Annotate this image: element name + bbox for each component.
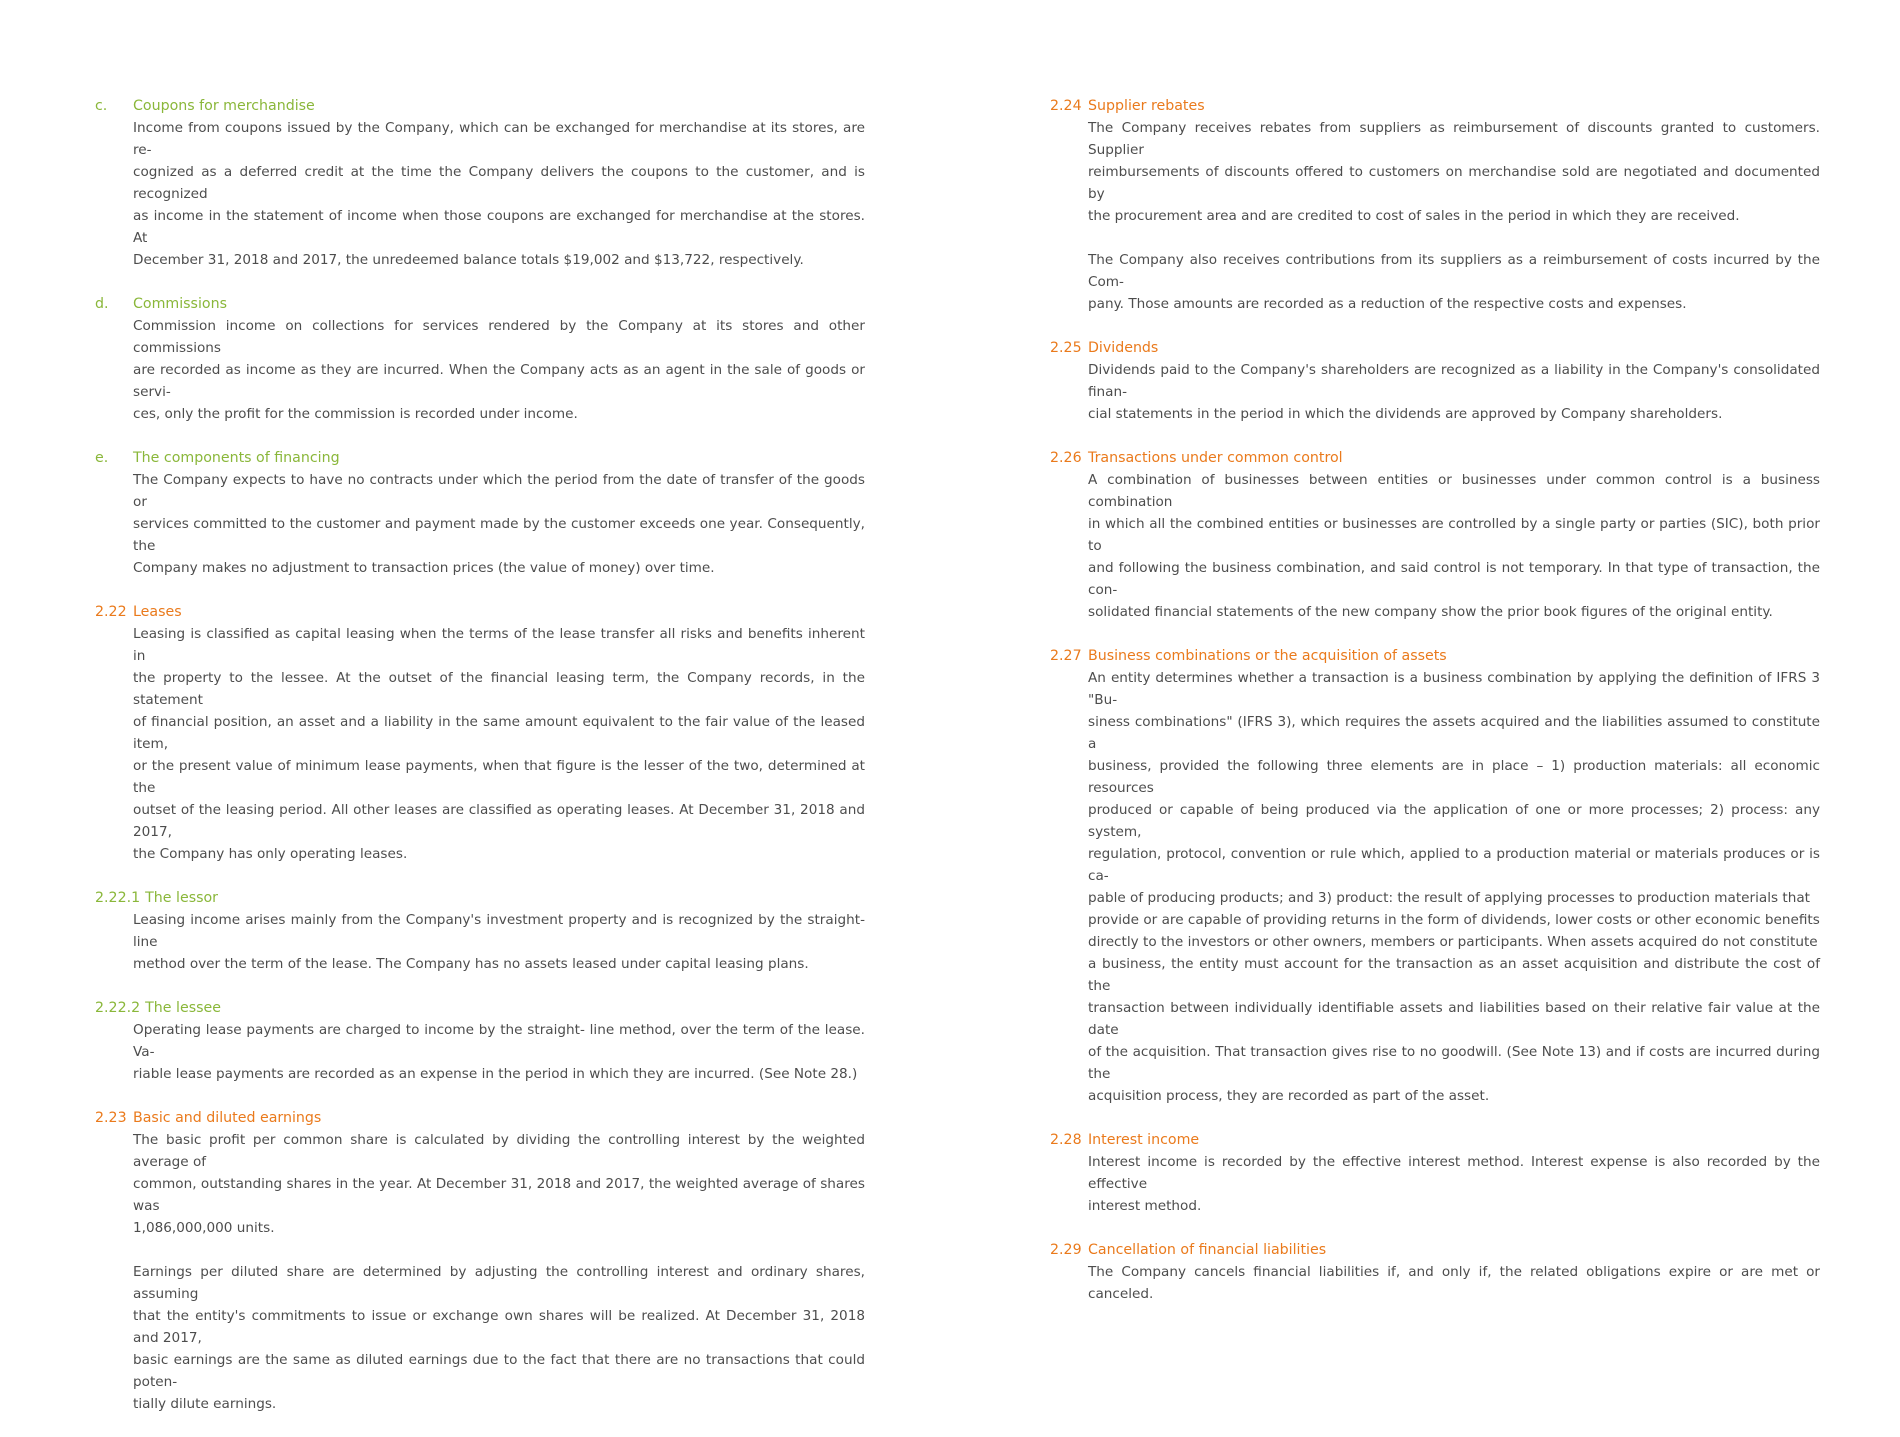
section-heading: [95, 447, 865, 469]
section-number: 2.26: [1050, 450, 1082, 466]
section-title: Interest income: [1088, 1132, 1200, 1148]
section-lessor: [95, 887, 865, 975]
section-number: 2.24: [1050, 98, 1082, 114]
section-paragraph: Income from coupons issued by the Company, which can be exchanged for merchandise at its stores, are re- cognized as a deferred credit at the time the Company delivers the coupons to the customer, and is recognized as income in the statement of income when those coupons are exchanged for merchandise at the stores. At December 31, 2018 and 2017, the unredeemed balance totals $19,002 and $13,722, respectively.: [133, 120, 865, 268]
section-supplier-rebates: [1050, 95, 1820, 315]
section-coupons: [95, 95, 865, 271]
section-heading: [95, 1107, 865, 1129]
section-business-combinations: [1050, 645, 1820, 1107]
section-number: 2.25: [1050, 340, 1082, 356]
section-paragraph: The Company expects to have no contracts under which the period from the date of transfer of the goods or services committed to the customer and payment made by the customer exceeds one year. Consequently, the Company makes no adjustment to transaction prices (the value of money) over time.: [133, 472, 865, 576]
section-number: c.: [95, 98, 108, 114]
section-paragraph: An entity determines whether a transaction is a business combination by applying the definition of IFRS 3 "Bu- siness combinations" (IFRS 3), which requires the assets acquired and the liabilities assumed to constitute a business, provided the following three elements are in place – 1) production materials: all economic resources produced or capable of being produced via the application of one or more processes; 2) process: any system, regulation, protocol, convention or rule which, applied to a production material or materials produces or is ca- pable of producing products; and 3) product: the result of applying processes to production materials that provide or are capable of providing returns in the form of dividends, lower costs or other economic benefits directly to the investors or other owners, members or participants. When assets acquired do not constitute a business, the entity must account for the transaction as an asset acquisition and distribute the cost of the transaction between individually identifiable assets and liabilities based on their relative fair value at the date of the acquisition. That transaction gives rise to no goodwill. (See Note 13) and if costs are incurred during the acquisition process, they are recorded as part of the asset.: [1088, 670, 1820, 1104]
section-paragraph: Dividends paid to the Company's shareholders are recognized as a liability in the Company's consolidated finan- cial statements in the period in which the dividends are approved by Company shareholders.: [1088, 362, 1820, 422]
section-paragraph: The basic profit per common share is calculated by dividing the controlling interest by the weighted average of common, outstanding shares in the year. At December 31, 2018 and 2017, the weighted average of shares was 1,086,000,000 units.: [133, 1132, 865, 1236]
section-number: 2.27: [1050, 648, 1082, 664]
section-number: 2.22: [95, 604, 127, 620]
section-paragraph: Commission income on collections for services rendered by the Company at its stores and other commissions are recorded as income as they are incurred. When the Company acts as an agent in the sale of goods or servi- ces, only the profit for the commission is recorded under income.: [133, 318, 865, 422]
section-title: Transactions under common control: [1088, 450, 1343, 466]
section-heading: [1050, 337, 1820, 359]
section-heading: [95, 601, 865, 623]
section-number: 2.29: [1050, 1242, 1082, 1258]
section-leases: [95, 601, 865, 865]
section-common-control: [1050, 447, 1820, 623]
section-title: The components of financing: [133, 450, 340, 466]
section-number: 2.23: [95, 1110, 127, 1126]
section-commissions: [95, 293, 865, 425]
section-heading: [95, 887, 865, 909]
section-title: Business combinations or the acquisition of assets: [1088, 648, 1447, 664]
section-number: 2.28: [1050, 1132, 1082, 1148]
section-heading: [95, 293, 865, 315]
section-title: Cancellation of financial liabilities: [1088, 1242, 1327, 1258]
section-number: 2.22.1: [95, 890, 141, 906]
section-heading: [1050, 645, 1820, 667]
section-heading: [1050, 95, 1820, 117]
section-heading: [1050, 1239, 1820, 1261]
section-paragraph: Interest income is recorded by the effective interest method. Interest expense is also recorded by the effective interest method.: [1088, 1154, 1820, 1214]
section-title: Coupons for merchandise: [133, 98, 315, 114]
section-number: e.: [95, 450, 109, 466]
left-column: [95, 95, 865, 1437]
section-title: The lessor: [145, 890, 219, 906]
section-paragraph: The Company receives rebates from suppliers as reimbursement of discounts granted to customers. Supplier reimbursements of discounts offered to customers on merchandise sold are negotiated and documented by the procurement area and are credited to cost of sales in the period in which they are received.: [1088, 120, 1820, 224]
section-heading: [1050, 1129, 1820, 1151]
section-title: Commissions: [133, 296, 227, 312]
section-heading: [95, 997, 865, 1019]
section-paragraph: Leasing income arises mainly from the Company's investment property and is recognized by the straight- line method over the term of the lease. The Company has no assets leased under capital leasing plans.: [133, 912, 865, 972]
section-paragraph: The Company also receives contributions from its suppliers as a reimbursement of costs incurred by the Com- pany. Those amounts are recorded as a reduction of the respective costs and expenses.: [1088, 252, 1820, 312]
section-number: 2.22.2: [95, 1000, 141, 1016]
section-paragraph: Operating lease payments are charged to income by the straight- line method, over the term of the lease. Va- riable lease payments are recorded as an expense in the period in which they are incurred. (See Note 28.): [133, 1022, 865, 1082]
section-cancellation: [1050, 1239, 1820, 1305]
section-title: Leases: [133, 604, 182, 620]
section-lessee: [95, 997, 865, 1085]
section-title: The lessee: [145, 1000, 221, 1016]
section-dividends: [1050, 337, 1820, 425]
section-interest-income: [1050, 1129, 1820, 1217]
section-heading: [95, 95, 865, 117]
section-financing: [95, 447, 865, 579]
section-paragraph: Earnings per diluted share are determined by adjusting the controlling interest and ordinary shares, assuming that the entity's commitments to issue or exchange own shares will be realized. At December 31, 2018 and 2017, basic earnings are the same as diluted earnings due to the fact that there are no transactions that could poten- tially dilute earnings.: [133, 1264, 865, 1412]
section-heading: [1050, 447, 1820, 469]
section-paragraph: The Company cancels financial liabilities if, and only if, the related obligations expire or are met or canceled.: [1088, 1264, 1820, 1302]
section-paragraph: A combination of businesses between entities or businesses under common control is a business combination in which all the combined entities or businesses are controlled by a single party or parties (SIC), both prior to and following the business combination, and said control is not temporary. In that type of transaction, the con- solidated financial statements of the new company show the prior book figures of the original entity.: [1088, 472, 1820, 620]
section-number: d.: [95, 296, 109, 312]
section-title: Basic and diluted earnings: [133, 1110, 322, 1126]
section-earnings: [95, 1107, 865, 1415]
section-title: Supplier rebates: [1088, 98, 1205, 114]
right-column: [1050, 95, 1820, 1327]
section-paragraph: Leasing is classified as capital leasing when the terms of the lease transfer all risks and benefits inherent in the property to the lessee. At the outset of the financial leasing term, the Company records, in the statement of financial position, an asset and a liability in the same amount equivalent to the fair value of the leased item, or the present value of minimum lease payments, when that figure is the lesser of the two, determined at the outset of the leasing period. All other leases are classified as operating leases. At December 31, 2018 and 2017, the Company has only operating leases.: [133, 626, 865, 862]
section-title: Dividends: [1088, 340, 1159, 356]
